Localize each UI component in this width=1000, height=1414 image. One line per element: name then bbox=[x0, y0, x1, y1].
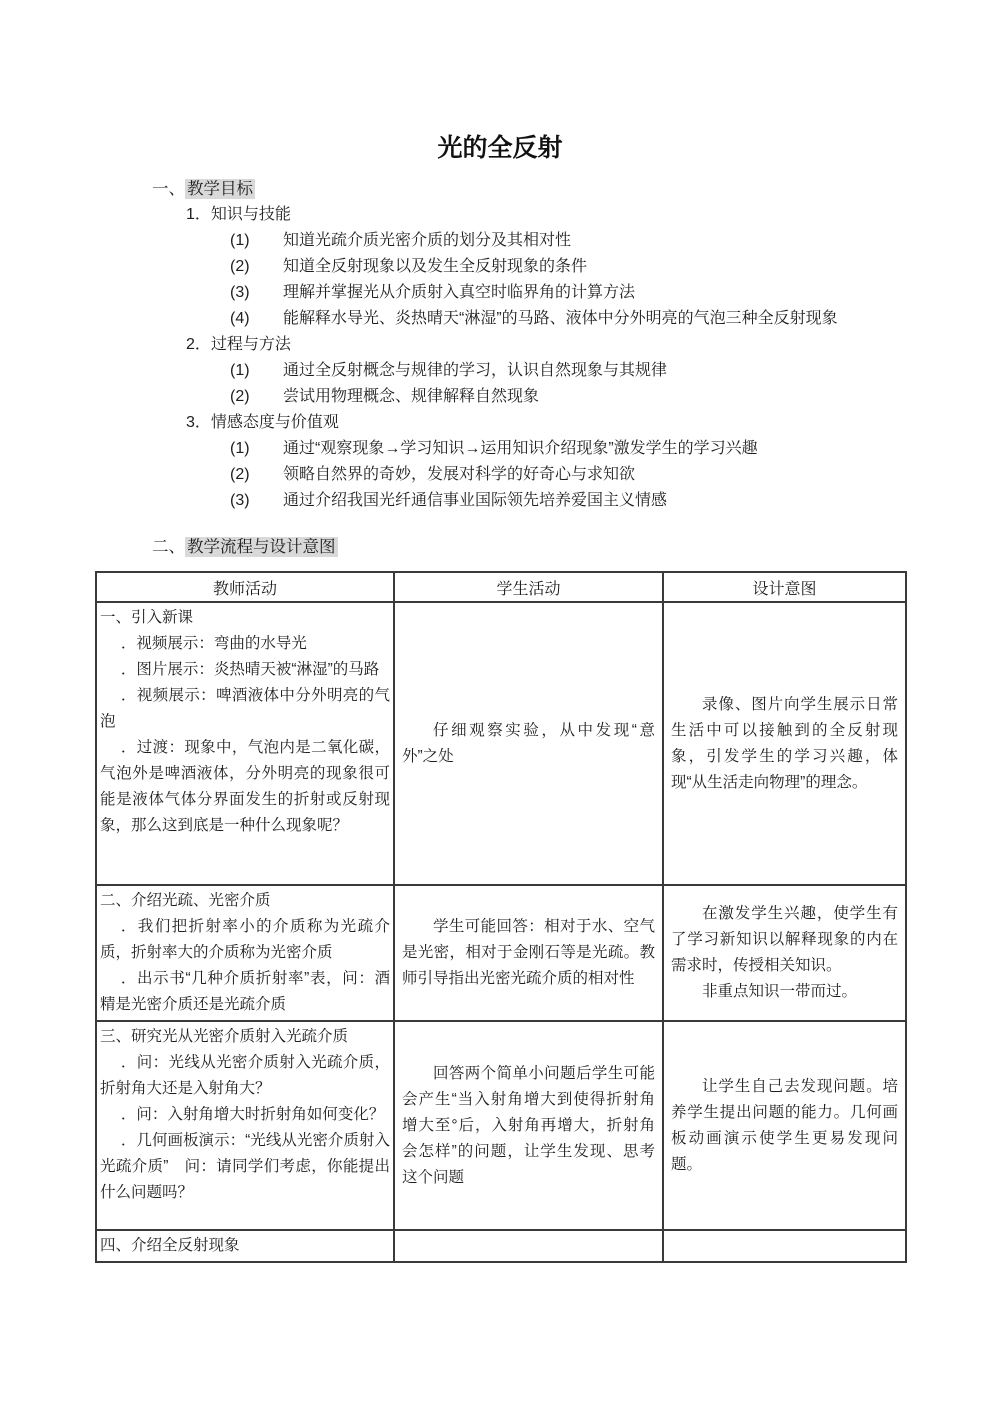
student-cell bbox=[394, 1230, 663, 1262]
activity-paragraph: 学生可能回答：相对于水、空气是光密，相对于金刚石等是光疏。教师引导指出光密光疏介质的相对性 bbox=[402, 918, 655, 987]
activity-paragraph: ．图片展示：炎热晴天被“淋湿”的马路 bbox=[120, 661, 380, 678]
activity-paragraph: ．过渡：现象中，气泡内是二氧化碳，气泡外是啤酒液体，分外明亮的现象很可能是液体气体分界面发生的折射或反射现象，那么这到底是一种什么现象呢？ bbox=[100, 739, 390, 834]
intent-cell bbox=[663, 1230, 906, 1262]
goal-item bbox=[230, 228, 905, 254]
table-row bbox=[96, 885, 906, 1021]
activity-paragraph: ．几何画板演示：“光线从光密介质射入光疏介质” 问：请同学们考虑，你能提出什么问题吗？ bbox=[100, 1132, 390, 1201]
teacher-cell bbox=[96, 885, 394, 1021]
item-text: 知道光疏介质光密介质的划分及其相对性 bbox=[283, 232, 572, 249]
goal-item bbox=[230, 462, 905, 488]
activity-paragraph: 在激发学生兴趣，使学生有了学习新知识以解释现象的内在需求时，传授相关知识。 bbox=[671, 905, 898, 974]
item-text: 能解释水导光、炎热晴天“淋湿”的马路、液体中分外明亮的气泡三种全反射现象 bbox=[283, 310, 838, 327]
activity-paragraph: ．视频展示：弯曲的水导光 bbox=[120, 635, 307, 652]
col-header-teacher: 教师活动 bbox=[96, 572, 394, 602]
activity-paragraph: ．问：入射角增大时折射角如何变化？ bbox=[120, 1106, 385, 1123]
activity-paragraph: 非重点知识一带而过。 bbox=[702, 983, 858, 1000]
student-cell bbox=[394, 885, 663, 1021]
goal-item bbox=[230, 254, 905, 280]
student-cell bbox=[394, 1021, 663, 1230]
table-row bbox=[96, 602, 906, 885]
activity-paragraph: ．问：光线从光密介质射入光疏介质，折射角大还是入射角大？ bbox=[100, 1054, 390, 1097]
table-header-row bbox=[96, 572, 906, 602]
goal-group-label: 3．情感态度与价值观 bbox=[186, 414, 339, 431]
teacher-cell bbox=[96, 1230, 394, 1262]
activity-paragraph: ．我们把折射率小的介质称为光疏介质，折射率大的介质称为光密介质 bbox=[100, 918, 390, 961]
goal-item bbox=[230, 280, 905, 306]
activity-paragraph: 仔细观察实验，从中发现“意外”之处 bbox=[402, 721, 655, 765]
section-goals-heading bbox=[152, 176, 905, 202]
activity-paragraph: 四、介绍全反射现象 bbox=[100, 1237, 240, 1254]
item-number: (3) bbox=[230, 492, 250, 509]
col-header-student: 学生活动 bbox=[394, 572, 663, 602]
activity-paragraph: 三、研究光从光密介质射入光疏介质 bbox=[100, 1028, 349, 1045]
item-number: (2) bbox=[230, 258, 250, 275]
section-flow-number: 二、 bbox=[152, 538, 185, 556]
goal-item bbox=[230, 306, 905, 332]
item-number: (2) bbox=[230, 388, 250, 405]
doc-title: 光的全反射 bbox=[437, 134, 563, 162]
table-row bbox=[96, 1230, 906, 1262]
activity-paragraph: 让学生自己去发现问题。培养学生提出问题的能力。几何画板动画演示使学生更易发现问题。 bbox=[671, 1077, 898, 1173]
section-goals-number: 一、 bbox=[152, 180, 185, 198]
activity-table bbox=[95, 571, 907, 1263]
activity-paragraph: 一、引入新课 bbox=[100, 609, 194, 626]
goal-item bbox=[230, 384, 905, 410]
goal-item bbox=[230, 436, 905, 462]
intent-cell bbox=[663, 885, 906, 1021]
col-header-intent: 设计意图 bbox=[663, 572, 906, 602]
section-goals-title: 教学目标 bbox=[187, 180, 253, 198]
table-row bbox=[96, 1021, 906, 1230]
item-number: (4) bbox=[230, 310, 250, 327]
goals-list bbox=[95, 202, 905, 514]
item-text: 通过介绍我国光纤通信事业国际领先培养爱国主义情感 bbox=[283, 492, 668, 509]
item-text: 通过全反射概念与规律的学习，认识自然现象与其规律 bbox=[283, 362, 668, 379]
goal-group-label: 1．知识与技能 bbox=[186, 206, 291, 223]
teacher-cell bbox=[96, 602, 394, 885]
teacher-cell bbox=[96, 1021, 394, 1230]
item-text: 通过“观察现象→学习知识→运用知识介绍现象”激发学生的学习兴趣 bbox=[283, 440, 758, 457]
goal-item bbox=[230, 488, 905, 514]
item-number: (3) bbox=[230, 284, 250, 301]
item-text: 领略自然界的奇妙，发展对科学的好奇心与求知欲 bbox=[283, 466, 636, 483]
goal-group-label: 2．过程与方法 bbox=[186, 336, 291, 353]
intent-cell bbox=[663, 602, 906, 885]
activity-paragraph: ．视频展示：啤酒液体中分外明亮的气泡 bbox=[100, 687, 390, 730]
intent-cell bbox=[663, 1021, 906, 1230]
activity-paragraph: ．出示书“几种介质折射率”表，问：酒精是光密介质还是光疏介质 bbox=[100, 970, 390, 1013]
item-number: (2) bbox=[230, 466, 250, 483]
activity-paragraph: 二、介绍光疏、光密介质 bbox=[100, 892, 271, 909]
section-flow-title: 教学流程与设计意图 bbox=[187, 538, 336, 556]
item-number: (1) bbox=[230, 362, 250, 379]
item-number: (1) bbox=[230, 232, 250, 249]
item-number: (1) bbox=[230, 440, 250, 457]
goal-item bbox=[230, 358, 905, 384]
activity-paragraph: 录像、图片向学生展示日常生活中可以接触到的全反射现象，引发学生的学习兴趣，体现“从生活走向物理”的理念。 bbox=[671, 695, 898, 791]
item-text: 尝试用物理概念、规律解释自然现象 bbox=[283, 388, 540, 405]
activity-paragraph: 回答两个简单小问题后学生可能会产生“当入射角增大到使得折射角增大至°后，入射角再增大，折射角会怎样”的问题，让学生发现、思考这个问题 bbox=[402, 1064, 655, 1186]
student-cell bbox=[394, 602, 663, 885]
item-text: 理解并掌握光从介质射入真空时临界角的计算方法 bbox=[283, 284, 636, 301]
item-text: 知道全反射现象以及发生全反射现象的条件 bbox=[283, 258, 588, 275]
section-flow-heading bbox=[152, 534, 905, 560]
